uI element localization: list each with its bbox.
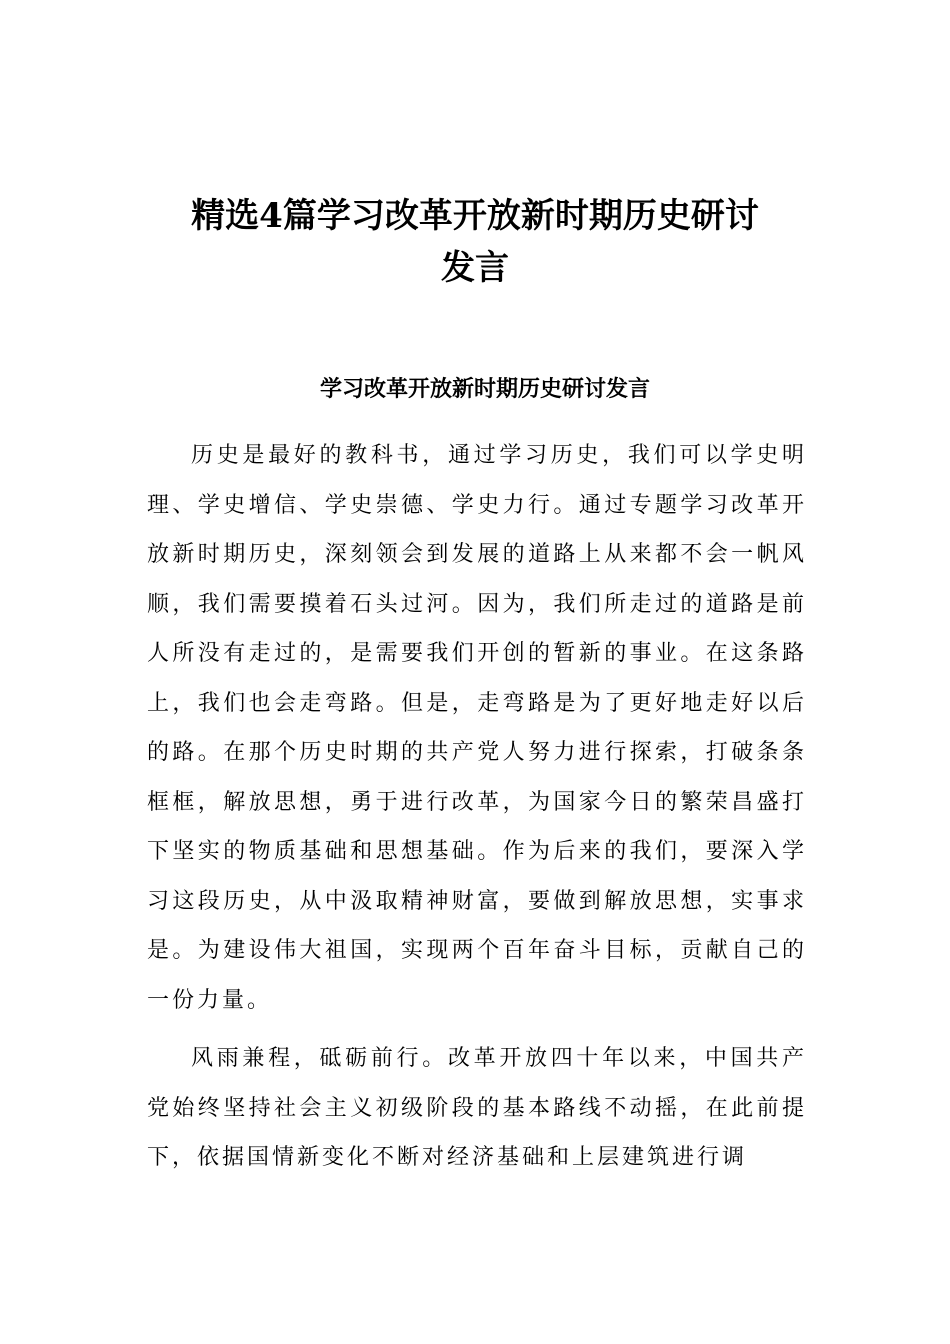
document-body (147, 431, 807, 1183)
document-title-line-1: 精选4篇学习改革开放新时期历史研讨 (191, 196, 759, 236)
document-title (140, 190, 810, 294)
section-title: 学习改革开放新时期历史研讨发言 (319, 376, 650, 402)
document-title-line-2: 发言 (441, 248, 509, 288)
body-paragraph-1: 历史是最好的教科书，通过学习历史，我们可以学史明理、学史增信、学史崇德、学史力行。通过专题学习改革开放新时期历史，深刻领会到发展的道路上从来都不会一帆风顺，我们需要摸着石头过河。因为，我们所走过的道路是前人所没有走过的，是需要我们开创的暂新的事业。在这条路上，我们也会走弯路。但是，走弯路是为了更好地走好以后的路。在那个历史时期的共产党人努力进行探索，打破条条框框，解放思想，勇于进行改革，为国家今日的繁荣昌盛打下坚实的物质基础和思想基础。作为后来的我们，要深入学习这段历史，从中汲取精神财富，要做到解放思想，实事求是。为建设伟大祖国，实现两个百年奋斗目标，贡献自己的一份力量。 (147, 443, 807, 1013)
body-paragraph-2: 风雨兼程，砥砺前行。改革开放四十年以来，中国共产党始终坚持社会主义初级阶段的基本路线不动摇，在此前提下，依据国情新变化不断对经济基础和上层建筑进行调 (147, 1046, 807, 1170)
